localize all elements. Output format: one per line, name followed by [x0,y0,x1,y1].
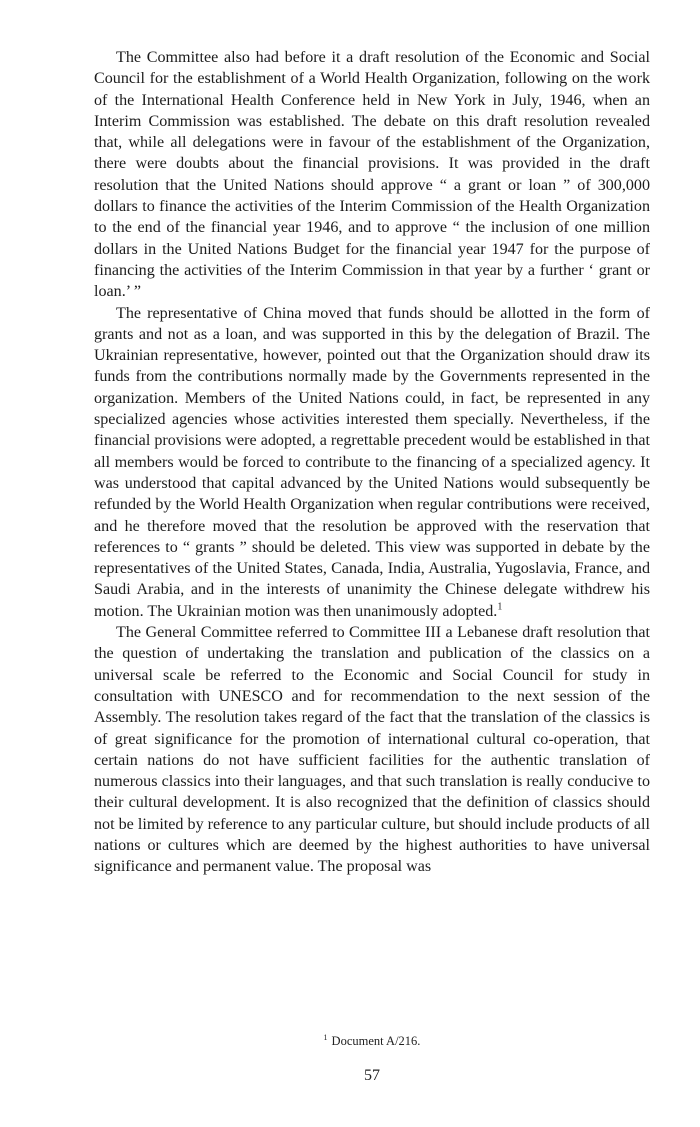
footnote-reference: 1 [497,601,503,613]
paragraph-lebanese-resolution: The General Committee referred to Committee III a Lebanese draft resolution that the question of undertaking the translation and publication of the classics on a universal scale be referred to the Economic and Social Council for study in consultation with UNESCO and for recommendation to the next session of the Assembly. The resolution takes regard of the fact that the translation of the classics is of great significance for the promotion of international cultural co-operation, that certain nations do not have sufficient facilities for the authentic translation of numerous classics into their languages, and that such translation is really conducive to their cultural development. It is also recognized that the definition of classics should not be limited by reference to any particular culture, but should include products of all nations or cultures which are deemed by the highest authorities to have universal significance and permanent value. The proposal was [94,624,650,876]
page-number: 57 [364,1067,380,1084]
footnote [94,1033,650,1049]
document-page [94,47,650,1084]
paragraph-china-motion-text: The representative of China moved that funds should be allotted in the form of grants and not as a loan, and was supported in this by the delegation of Brazil. The Ukrainian representative, however, pointed out that the Organization should draw its funds from the contributions normally made by the Governments represented in the organization. Members of the United Nations could, in fact, be represented in any specialized agencies whose activities interested them specially. Nevertheless, if the financial provisions were adopted, a regrettable precedent would be established in that all members would be forced to contribute to the financing of a specialized agency. It was understood that capital advanced by the United Nations would subsequently be refunded by the World Health Organization when regular contributions were received, and he therefore moved that the resolution be approved with the reservation that references to “ grants ” should be deleted. This view was supported in debate by the representatives of the United States, Canada, India, Australia, Yugoslavia, France, and Saudi Arabia, and in the interests of unanimity the Chinese delegate withdrew his motion. The Ukrainian motion was then unanimously adopted. [94,304,650,620]
paragraph-china-motion [94,303,650,622]
paragraph-who-draft-resolution: The Committee also had before it a draft resolution of the Economic and Social Council for the establishment of a World Health Organization, following on the work of the International Health Conference held in New York in July, 1946, when an Interim Commission was established. The debate on this draft resolution revealed that, while all delegations were in favour of the establishment of the Organization, there were doubts about the financial provisions. It was provided in the draft resolution that the United Nations should approve “ a grant or loan ” of 300,000 dollars to finance the activities of the Interim Commission of the Health Organization to the end of the financial year 1946, and to approve “ the inclusion of one million dollars in the United Nations Budget for the financial year 1947 for the purpose of financing the activities of the Interim Commission in that year by a further ‘ grant or loan.’ ” [94,49,650,301]
footnote-text: Document A/216. [331,1034,421,1049]
footnote-marker: 1 [323,1033,328,1042]
